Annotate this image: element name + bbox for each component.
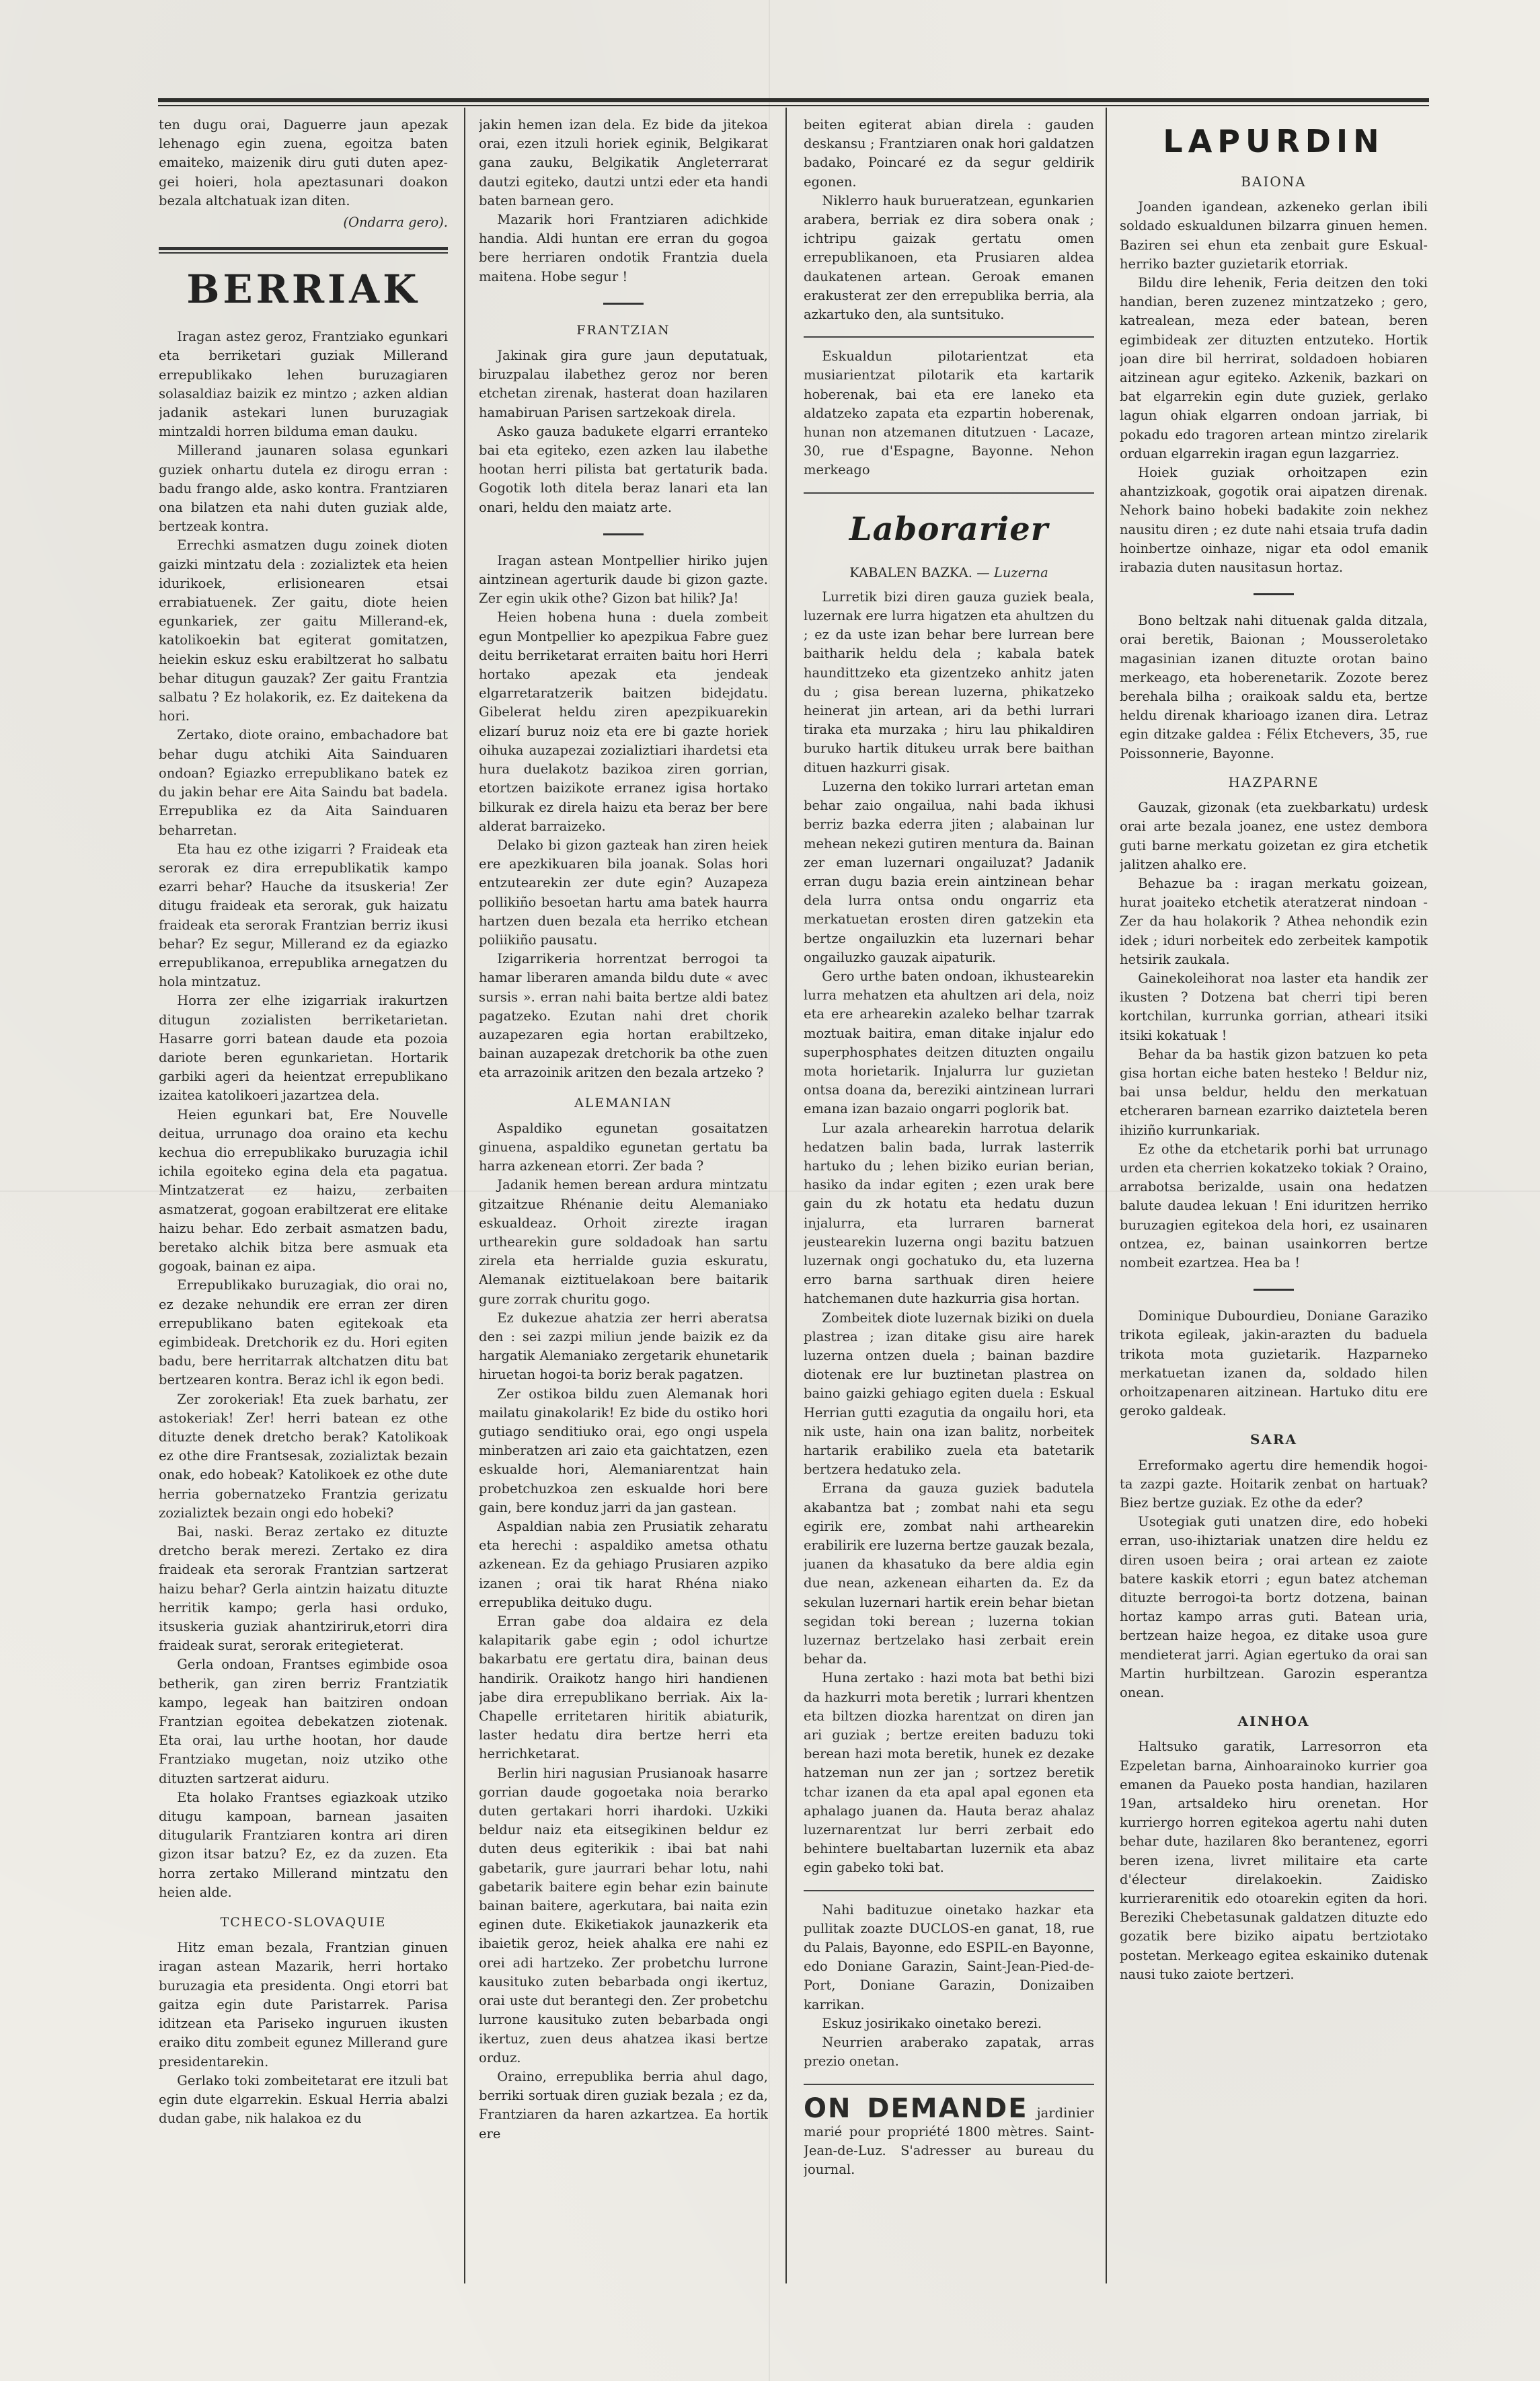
article-paragraph: Errana da gauza guziek badutela akabantza bat ; zombat nahi eta segu egirik ere, zombat nahi arthearekin erabilirik ere luzerna bertze gauzak bezala, juanen da khasatuko da bere aldia egin due nean, azkenean eiharten da. Ez da sekulan luzernari hartik erein behar bietan segidan toki berean ; luzerna tokian luzernaz bertzelako hasi zerbait erein behar da.	[804, 1480, 1094, 1667]
article-paragraph: Jadanik hemen berean ardura mintzatu gitzaitzue Rhénanie deitu Alemaniako eskualdeaz. Orhoit zirezte iragan urthearekin gure soldadoak han sartu zirela eta herrialde guzia eskuratu, Alemanak eiztituelakoan bere baitarik gure zorrak churitu gogo.	[479, 1177, 768, 1307]
article-paragraph: Gero urthe baten ondoan, ikhustearekin lurra mehatzen eta ahultzen ari dela, noiz eta ere arhearekin azaleko belhar tzarrak moztuak baitira, eman ditake injalur edo superphosphates deitzen dituzten ongailu mota horietarik. Injalurra lur guzietan ontsa doana da, bereziki aintzinean lurrari emana izan bazaio ongarri poglorik bat.	[804, 968, 1094, 1117]
intro-signature: (Ondarra gero).	[343, 215, 448, 231]
article-paragraph: beiten egiterat abian direla : gauden deskansu ; Frantziaren onak hori galdatzen badako, Poincaré ez da segur geldirik egonen.	[804, 117, 1094, 190]
article-paragraph: Joanden igandean, azkeneko gerlan ibili soldado eskualdunen bilzarra ginuen hemen. Baziren sei ehun eta zenbait gure Eskual-herriko bazter guzietarik etorriak.	[1120, 199, 1428, 272]
berriak-masthead: BERRIAK	[186, 266, 420, 313]
article-paragraph: Oraino, errepublika berria ahul dago, berriki sortuak diren guziak bezala ; ez da, Frantziaren da haren azkartzea. Ea hortik ere	[479, 2068, 768, 2142]
article-paragraph: Aspaldian nabia zen Prusiatik zeharatu eta herechi : aspaldiko ametsa othatu azkenean. Ez da gehiago Prusiaren azpiko izanen ; orai tik harat Rhéna niako errepublika deituko dugu.	[479, 1519, 768, 1610]
advert-text: Eskuz josirikako oinetako berezi.	[822, 2015, 1042, 2031]
article-paragraph: Heien hobena huna : duela zombeit egun Montpellier ko apezpikua Fabre guez deitu berriketarat erraiten baitu hori Herri hortako apezak eta jendeak elgarretaratzerik baitzen bidejdatu. Gibelerat heldu ziren apezpikuarekin elizarí buruz noiz eta ere bi gazte horiek oihuka auzapezai zozializtiari ihardetsi eta hura duelakotz bazikoa ziren gorrian, etortzen baizikote erranez igisa hortako bilkurak ez direla haizu eta beraz ber bere alderat barraizeko.	[479, 609, 768, 834]
article-paragraph: Huna zertako : hazi mota bat bethi bizi da hazkurri mota beretik ; lurrari khentzen eta biltzen diozka harentzat on diren jan ari guziak ; bertze ereiten baduzu toki berean hazi mota beretik, hunek ez dezake hatzeman nun zer jan ; sortzez beretik tchar izanen da eta apal apal egonen eta aphalago juanen da. Hauta beraz ahalaz luzernarentzat lur berri zerbait edo behintere bueltabartan luzernik eta abaz egin gabeko toki bat.	[804, 1670, 1094, 1876]
article-paragraph: Gainekoleihorat noa laster eta handik zer ikusten ? Dotzena bat cherri tipi beren kortchilan, kurrunka gorrian, atheari itsiki itsiki kokatuak !	[1120, 970, 1428, 1043]
subtitle-main: KABALEN BAZKA.	[849, 564, 972, 580]
article-paragraph: Niklerro hauk burueratzean, egunkarien arabera, berriak ez dira sobera onak ; ichtripu gaizak gertatu omen errepublikanoen, eta Prusiaren aldea daukatenen artean. Geroak emanen erakusterat zer den errepublika berria, ala azkartuko den, ala suntsituko.	[804, 192, 1094, 323]
article-paragraph: Zer ostikoa bildu zuen Alemanak hori mailatu ginakolarik! Ez bide du ostiko hori gutiago senditiuko orai, ego ongi uspela minberatzen ari zaio eta gaichtatzen, ezen eskualde hori, Alemaniarentzat hain probetchuzkoa zen eskualde hori bere gain, bere konduz jarri da jan gastean.	[479, 1386, 768, 1515]
classified-ad	[804, 2094, 1094, 2180]
place-heading-baiona: BAIONA	[1241, 174, 1307, 190]
column-1	[159, 116, 448, 2295]
separator	[804, 336, 1094, 338]
column-rule	[785, 108, 787, 2283]
article-paragraph: Mazarik hori Frantziaren adichkide handia. Aldi huntan ere erran du gogoa bere herriaren ondotik Frantzia duela maitena. Hobe segur !	[479, 212, 768, 285]
article-paragraph: Hoiek guziak orhoitzapen ezin ahantzizkoak, gogotik orai aipatzen direnak. Nehork baino hobeki badakite zoin nekhez nausitu diren ; ez dute nahi etsaia trufa dadin hoinbertze oinhaze, nigar eta odol emanik irabazia duten nausitasun hortaz.	[1120, 465, 1428, 576]
article-paragraph: Erran gabe doa aldaira ez dela kalapitarik gabe egin ; odol ichurtze bakarbatu ere gertatu dira, bainan deus handirik. Oraikotz hango hiri handienen jabe dira errepublikano berriak. Aix la-Chapelle erritetaren hiritik abiaturik, laster hedatu dira bertze herri eta herrichketarat.	[479, 1614, 768, 1762]
article-paragraph: Lurretik bizi diren gauza guziek beala, luzernak ere lurra higatzen eta ahultzen du ; ez da uste izan behar bere lurrean bere baitharik heldu dela ; kabala batek haundittzeko eta gizentzeko anhitz jaten du ; gisa berean luzerna, phikatzeko heinerat jin artean, ari da bethi lurrari tiraka eta murzaka ; hiru lau phikaldiren buruko hartik ditukeu urrak bere baithan dituen hazkurri gisak.	[804, 589, 1094, 776]
article-paragraph: Aspaldiko egunetan gosaitatzen ginuena, aspaldiko egunetan gertatu ba harra azkenean etorri. Zer bada ?	[479, 1120, 768, 1174]
classified-ad-title: ON DEMANDE	[804, 2092, 1028, 2124]
short-separator	[1254, 593, 1294, 595]
subtitle-italic: Luzerna	[993, 564, 1048, 580]
article-paragraph: Bildu dire lehenik, Feria deitzen den toki handian, beren zuzenez mintzatzeko ; gero, katrealean, meza eder batean, beren egimbideak zer dituzten entzuteko. Hortik joan dire bil herrirat, soldadoen hobiaren aitzinean agur egiteko. Azkenik, bazkari on bat elgarrekin egin dute guziek, gerlako lagun ohiak elgarren ondoan jarriak, bi pokadu edo tragoren artean mintzo zirelarik orduan elgarrekin iragan egun lazgarriez.	[1120, 275, 1428, 461]
place-heading-sara: SARA	[1249, 1431, 1298, 1448]
article-paragraph: Gerla ondoan, Frantses egimbide osoa betherik, gan ziren berriz Frantziatik kampo, legeak han baitziren ondoan Frantzian egoitea debekatzen ziotenak. Eta orai, lau urthe hootan, hor daude Frantziako mugetan, noiz utziko othe dituzten sartzerat aiduru.	[159, 1657, 448, 1786]
article-paragraph: Iragan astez geroz, Frantziako egunkari eta berriketari guziak Millerand errepublikako lehen buruzagiaren solasaldiaz baizik ez mintzo ; azken aldian jadanik astekari lunen buruzagiak mintzaldi horren bilduma eman dauku.	[159, 329, 448, 440]
article-paragraph: Zertako, diote oraino, embachadore bat behar dugu atchiki Aita Sainduaren ondoan? Egiazko errepublikano batek ez du jakin behar ere Aita Saindu bat badela. Errepublika ez da Aita Sainduaren beharretan.	[159, 727, 448, 838]
section-heading: TCHECO-SLOVAQUIE	[220, 1915, 387, 1930]
column-2	[479, 116, 768, 2295]
article-paragraph: Hitz eman bezala, Frantzian ginuen iragan astean Mazarik, herri hortako buruzagia eta presidenta. Ongi etorri bat gaitza egin dute Paristarrek. Parisa iditzean eta Pariseko inguruen ikusten eraiko ditu zombeit egunez Millerand gure presidentarekin.	[159, 1940, 448, 2070]
article-paragraph: Horra zer elhe izigarriak irakurtzen ditugun zozialisten berriketarietan. Hasarre gorri batean daude eta pozoia dariote beren egunkarietan. Hortarik garbiki ageri da heientzat errepublikano izaitea katolikoeri jazartzea dela.	[159, 993, 448, 1104]
article-paragraph: Usotegiak guti unatzen dire, edo hobeki erran, uso-ihiztariak unatzen dire heldu ez diren usoen beira ; orai artean ez zaiote batere kaskik etorri ; egun batez atcheman dituzte berrogoi-ta bortz dotzena, bainan hortaz kampo arras guti. Batean uria, bertzean haize hegoa, ez ditake usoa gure mendieterat jarri. Agian egertuko da orai san Martin hurbiltzean. Garozin esperantza onean.	[1120, 1514, 1428, 1701]
top-rule-thin	[158, 105, 1429, 106]
article-paragraph: Behazue ba : iragan merkatu goizean, hurat joaiteko etchetik ateratzerat nindoan - Zer da hau holakorik ? Athea nehondik ezin idek ; iduri norbeitek edo zerbeitek kampotik hetsirik zaukala.	[1120, 875, 1428, 967]
article-paragraph: Gauzak, gizonak (eta zuekbarkatu) urdesk orai arte bezala joanez, ene ustez dembora guti barne merkatu goizetan ez gira etchetik jalitzen ahalko ere.	[1120, 800, 1428, 872]
article-subtitle	[804, 564, 1094, 582]
column-rule	[464, 108, 465, 2283]
intro-text: ten dugu orai, Daguerre jaun apezak lehenago egin zuena, egoitza baten emaiteko, maizenik diru guti duten apez-gei hoieri, hola apeztasunari doakon bezala altchatuak izan diten.	[159, 117, 448, 209]
article-paragraph: Haltsuko garatik, Larresorron eta Ezpeletan barna, Ainhoarainoko kurrier goa emanen da Paueko posta handian, hazilaren 19an, artsaldeko hiru orenetan. Hor kurriergo horren egitekoa agertu nahi duten behar dute, hazilaren 8ko berantenez, egorri beren izena, livret militaire eta carte d'électeur direlakoekin. Zaidisko kurrierarenitik edo otoarekin egiten da hori. Bereziki Chebetasunak galdatzen dituzte edo gozatik bere biziko aipatu bertziotako postetan. Merkeago egitea eskainiko dutenak nausi tuko zaiote bertzeri.	[1120, 1739, 1428, 1982]
article-paragraph: Dominique Dubourdieu, Doniane Garaziko trikota egileak, jakin-arazten du baduela trikota mota guzietarik. Hazparneko merkatuetan izanen da, soldado hilen orhoitzapenaren aitzinean. Hartuko ditu ere geroko galdeak.	[1120, 1308, 1428, 1419]
section-heading-alemanian: ALEMANIAN	[574, 1095, 672, 1110]
article-paragraph: Errechki asmatzen dugu zoinek dioten gaizki mintzatu dela : zozializtek eta heien idurikoek, erlisionearen etsai errabiatuenek. Zer gaitu, diote heien egunkariek, zer gaitu Millerand-ek, katolikoekin bat egiterat gomitatzen, heiekin eskuz esku erabiltzerat ho salbatu behar ditugun gauzak? Zer gaitu Frantzia salbatu ? Ez holakorik, ez. Ez daitekena da hori.	[159, 537, 448, 724]
section-separator	[159, 247, 448, 254]
article-paragraph: Behar da ba hastik gizon batzuen ko peta gisa hortan eiche baten hesteko ! Beldur niz, bai unsa beldur, heldu den merkatuan etcheraren barnean ezarriko daiztetela beren ihiziño kurrunkariak.	[1120, 1046, 1428, 1138]
advert-text: Neurrien araberako zapatak, arras prezio onetan.	[804, 2035, 1094, 2070]
article-paragraph: Asko gauza badukete elgarri erranteko bai eta egiteko, ezen azken lau ilabethe hootan herri pilista bat gertaturik bada. Gogotik loth ditela beraz lanari eta lan onari, heldu den maiatz arte.	[479, 423, 768, 515]
column-rule	[1106, 108, 1107, 2283]
separator	[804, 2084, 1094, 2085]
article-paragraph: Gerlako toki zombeitetarat ere itzuli bat egin dute elgarrekin. Eskual Herria abalzi dudan gabe, nik halakoa ez du	[159, 2072, 448, 2127]
short-separator	[603, 303, 644, 305]
column-3	[804, 116, 1094, 2295]
article-paragraph: Erreformako agertu dire hemendik hogoi-ta zazpi gazte. Hoitarik zenbat on hartuak? Biez bertze guziak. Ez othe da eder?	[1120, 1457, 1428, 1511]
article-paragraph: Iragan astean Montpellier hiriko jujen aintzinean agerturik daude bi gizon gazte. Zer egin ukik othe? Gizon bat hilik? Ja!	[479, 552, 768, 607]
article-paragraph: Heien egunkari bat, Ere Nouvelle deitua, urrunago doa oraino eta kechu kechua dio errepublikako buruzagia ichil ichila egoiteko egina dela eta pagatua. Mintzatzerat ez haizu, zerbaiten asmatzerat, gogoan erabiltzerat ere elitake haizu behar. Edo zerbait asmatzen badu, beretako alchik bitza bere asmuak eta gogoak, bainan ez aipa.	[159, 1106, 448, 1275]
place-heading-hazparne: HAZPARNE	[1228, 773, 1319, 790]
advert-text: Nahi badituzue oinetako hazkar eta pullitak zoazte DUCLOS-en ganat, 18, rue du Palais, Bayonne, edo ESPIL-en Bayonne, edo Doniane Garazin, Saint-Jean-Pied-de-Port, Doniane Garazin, Donizaiben karrikan.	[804, 1901, 1094, 2012]
article-paragraph: Izigarrikeria horrentzat berrogoi ta hamar liberaren amanda bildu dute « avec sursis ». erran nahi baita bertze aldi batez pagatzeko. Ezutan nahi dret chorik auzapezaren egia hortan erabiltzeko, bainan auzapezak dretchorik ba othe zuen eta arrazoinik aritzen den bezala artzeko ?	[479, 951, 768, 1081]
article-paragraph: Eta hau ez othe izigarri ? Fraideak eta serorak ez dira errepublikatik kampo ezarri behar? Hauche da itsuskeria! Zer ditugu fraideak eta serorak, guk haizatu fraideak eta serorak Frantzian berriz ikusi behar? Ez segur, Millerand ez da egiazko errepublikanoa, errepublika arnegatzen du hola mintzatuz.	[159, 841, 448, 990]
article-paragraph: Bai, naski. Beraz zertako ez dituzte dretcho berak merezi. Zertako ez dira fraideak eta serorak Frantzian sartzerat haizu behar? Gerla aintzin haizatu dituzte herritik kampo; gerla hasi orduko, itsuskeria guziak ahantziriruk,etorri dira fraideak surat, serorak eritegieterat.	[159, 1524, 448, 1654]
short-separator	[603, 533, 644, 535]
section-heading-frantzian: FRANTZIAN	[576, 322, 670, 338]
article-paragraph: Ez dukezue ahatzia zer herri aberatsa den : sei zazpi miliun jende baizik ez da hargatik Alemaniako zergetarik ehunetarik hiruetan hogoi-ta boriz berak pagatzen.	[479, 1310, 768, 1383]
article-paragraph: jakin hemen izan dela. Ez bide da jitekoa orai, ezen itzuli horiek eginik, Belgikarat gana zauku, Belgikatik Angleterrarat dautzi egiteko, dautzi untzi eder eta handi baten barnean gero.	[479, 117, 768, 209]
article-paragraph: Bono beltzak nahi dituenak galda ditzala, orai beretik, Baionan ; Mousseroletako magasinian izanen dituzte orotan baino merkeago, eta hoberenetarik. Zozote berez berehala bilha ; oraikoak saldu eta, bertze heldu direnak kharioago izanen dira. Letraz egin ditzake galdea : Félix Etchevers, 35, rue Poissonnerie, Bayonne.	[1120, 613, 1428, 761]
place-heading-ainhoa: AINHOA	[1237, 1713, 1310, 1730]
article-paragraph: Zer zorokeriak! Eta zuek barhatu, zer astokeriak! Zer! herri batean ez othe dituzte denek dretcho berak? Katolikoak ez othe dire Frantsesak, zozializtak bezain onak, edo hobeak? Katolikoek ez othe dute herria gobernatzeko Frantzia gerizatu zozializtek bezain ongi edo hobeki?	[159, 1391, 448, 1521]
short-separator	[1254, 1289, 1294, 1291]
separator	[804, 492, 1094, 494]
subtitle-dash: —	[976, 564, 990, 580]
article-paragraph: Ez othe da etchetarik porhi bat urrunago urden eta cherrien kokatzeko tokiak ? Oraino, arrabotsa berizalde, usain ona hedatzen balute daudea lekuan ! Eni iduritzen herriko buruzagien egitekoa dela hori, ez usainaren ontzea, ez, bainan usainkorren bertze nombeit ezartzea. Hea ba !	[1120, 1141, 1428, 1271]
article-paragraph: Delako bi gizon gazteak han ziren heiek ere apezkikuaren bila joanak. Solas hori entzutearekin zer dute egin? Auzapeza pollikiño besoetan hartu ama batek haurra hartzen duen bezala eta herriko etchean poliikiño pausatu.	[479, 837, 768, 948]
separator	[804, 1890, 1094, 1891]
laborarier-masthead: Laborarier	[849, 510, 1049, 548]
article-paragraph: Luzerna den tokiko lurrari artetan eman behar zaio ongailua, nahi bada ikhusi berriz bazka ederra jiten ; alabainan lur mehean nekezi gutiren mentura da. Bainan zer eman luzernari ongailuzat? Jadanik erran dugu bazia erein aintzinean behar dela lurra ontsa ondu ongarriz eta merkatuetan erosten diren gatzekin eta bertze ongailuzkin eta luzernari behar ongailuzko gauzak aipaturik.	[804, 778, 1094, 965]
pilotari-notice: Eskualdun pilotarientzat eta musiarientzat pilotarik eta kartarik hoberenak, bai eta ere laneko eta aldatzeko zapata eta ezpartin hoberenak, hunan non atzemanen ditutzuen · Lacaze, 30, rue d'Espagne, Bayonne. Nehon merkeago	[804, 348, 1094, 478]
article-paragraph: Millerand jaunaren solasa egunkari guziek onhartu dutela ez dirogu erran : badu frango alde, asko kontra. Frantziaren ona bilatzen eta nahi duten guziak alde, bertzeak kontra.	[159, 443, 448, 535]
column-4	[1120, 116, 1428, 2295]
lapurdin-masthead: LAPURDIN	[1163, 123, 1385, 159]
article-paragraph: Lur azala arhearekin harrotua delarik hedatzen balin bada, lurrak lasterrik hartuko du ; lehen biziko eurian berian, hasiko da indar egiten ; ezen urak bere gain du zk hotatu eta hedatu duzun injalurra, eta lurraren barnerat jeustearekin luzerna ongi bazitu batzuen luzernak ongi gochatuko du, eta luzerna erro barna sarthuak diren heiere hatchemanen dute hazkurria gisa hortan.	[804, 1120, 1094, 1307]
top-rule	[158, 98, 1429, 102]
article-paragraph: Zombeitek diote luzernak biziki on duela plastrea ; izan ditake gisu aire harek luzerna ontzen duela ; bainan bazdire diotenak ere lur buztinetan plastrea on baino gaizki gehiago egiten duela : Eskual Herrian gutti ezagutia da ongailu hori, eta nik uste, hain ona izan balitz, norbeitek hartarik erabiliko zuela eta batetarik bertzera hedatuko zela.	[804, 1310, 1094, 1478]
article-paragraph: Errepublikako buruzagiak, dio orai no, ez dezake nehundik ere erran zer diren errepublikano baten egitekoak eta egimbideak. Dretchorik ez du. Hori egiten badu, bere herritarrak altchatzen ditu bat bertzearen kontra. Beraz ichl ik egon bedi.	[159, 1277, 448, 1388]
article-paragraph: Jakinak gira gure jaun deputatuak, biruzpalau ilabethez geroz nor beren etchetan zirenak, hasterat doan hazilaren hamabiruan Parisen sartzekoak direla.	[479, 348, 768, 420]
classified-ad-body: jardinier marié pour propriété 1800 mètres. Saint-Jean-de-Luz. S'adresser au bureau du journal.	[804, 2105, 1094, 2178]
article-paragraph: Eta holako Frantses egiazkoak utziko ditugu kampoan, barnean jasaiten ditugularik Frantziaren kontra ari diren gizon itsar batzu? Ez, ez da zuzen. Eta horra zertako Millerand mintzatu den heien alde.	[159, 1789, 448, 1900]
article-paragraph: Berlin hiri nagusian Prusianoak hasarre gorrian daude gogoetaka noia berarko duten gertakari horri ihardoki. Uzkiki beldur naiz eta eitsegikinen beldur ez duten deus egiterikik : ibai bat nahi gabetarik, gure jaurrari behar lotu, nahi gabetarik baitere egin behar ezin bainute bainan baitere, agerkutara, bai naita ezin eginen dute. Ekiketiakok jaunazkerik eta ibaietik geroz, heiek ahalka ere nahi ez orei adi hartzeko. Zer probetchu lurrone kausituko zuten bebarbada ongi ikertuz, orai uste dut berantegi den. Zer probetchu lurrone kausituko zuten bebarbada ongi ikertuz, zuen deus ahatzea ikasi bertze orduz.	[479, 1765, 768, 2066]
